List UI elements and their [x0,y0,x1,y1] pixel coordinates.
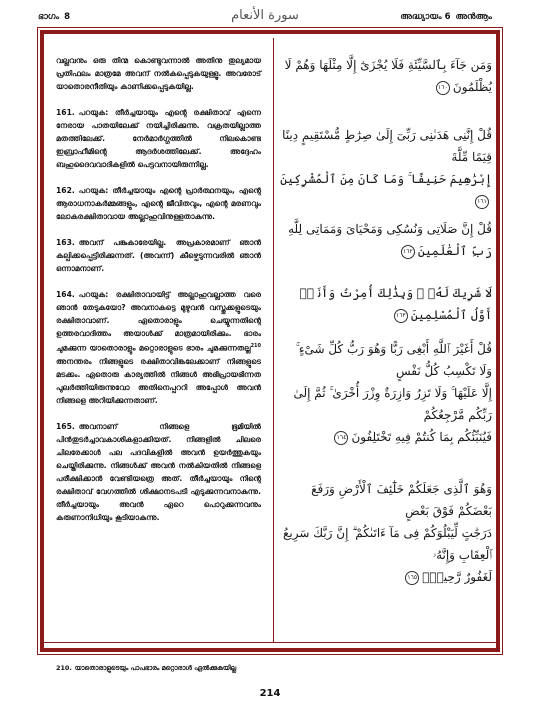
arabic-verse [280,54,492,98]
translation-paragraph [56,236,261,275]
arabic-line: إِلَّا عَلَيْهَا ۚ وَلَا تَزِرُ وَازِرَةٌ وِزْرَ أُخْرَىٰ ۚ ثُمَّ إِلَىٰ رَبِّكُم مَّرْجِعُكُمْ [293,386,492,422]
footnote-text: യാതൊരാളുടെയും പാപഭാരം മറ്റൊരാൾ ഏൽക്കുകയില്ല [74,664,237,672]
column-divider [273,38,274,642]
arabic-line: فَيُنَبِّئُكُم بِمَا كُنتُمْ فِيهِ تَخْتَلِفُونَ [351,430,492,444]
arabic-verse [280,124,492,212]
arabic-verse [280,218,492,262]
arabic-line: وَهُوَ ٱلَّذِى جَعَلَكُمْ خَلَٰٓئِفَ ٱلْأَرْضِ وَرَفَعَ بَعْضَكُمْ فَوْقَ بَعْضٍ [311,482,492,518]
part-number: 8 [64,12,70,22]
paragraph-text: വല്ലവനും ഒരു തിന്മ കൊണ്ടുവന്നാൽ അതിനു തുല്യമായ പ്രതിഫലം മാത്രമേ അവന് നൽകപ്പെടുകയുള്ളൂ. അവരോട് യാതൊരനീതിയും കാണിക്കപ്പെടുകയില്ല. [56,56,261,91]
arabic-line: رَبِّ ٱلْعَٰلَمِينَ [417,244,492,258]
arabic-line: لَا شَرِيكَ لَهُۥ ۖ وَبِذَٰلِكَ أُمِرْتُ وَأَنَا۠ أَوَّلُ ٱلْمُسْلِمِينَ [299,286,492,322]
paragraph-text: പറയുക: തീർച്ചയായും എന്റെ രക്ഷിതാവ് എന്നെ നേരായ പാതയിലേക്ക് നയിച്ചിരിക്കുന്നു. വക്രതയില്ലാത്ത മതത്തിലേക്ക്. നേർമാർഗ്ഗത്തിൽ നിലകൊണ്ട ഇബ്രാഹീമിന്റെ ആദർശത്തിലേക്ക്. അദ്ദേഹം ബഹുദൈവവാദികളിൽ പെട്ടവനായിരുന്നില്ല. [56,108,261,169]
page-number: 214 [259,688,281,699]
verse-end-marker: ١٦٤ [334,431,348,445]
arabic-verse [280,282,492,326]
verse-end-marker: ١٦٥ [405,571,419,585]
footnote [56,664,236,673]
verse-end-marker: ١٦٣ [394,309,408,323]
verse-number: 162. [56,186,75,195]
verse-number: 161. [56,108,75,117]
paragraph-text: പറയുക: തീർച്ചയായും എന്റെ പ്രാർത്ഥനയും, എന്റെ ആരാധനാകർമ്മങ്ങളും, എന്റെ ജീവിതവും, എന്റെ മരണവും ലോകരക്ഷിതാവായ അല്ലാഹുവിനുള്ളതാകുന്നു. [56,186,261,221]
verse-number: 163. [56,238,75,247]
footnote-rule [44,642,496,643]
translation-column [56,54,261,537]
part-word: ഭാഗം [38,12,60,22]
arabic-line: وَمَن جَآءَ بِٱلسَّيِّئَةِ فَلَا يُجْزَىٰٓ إِلَّا مِثْلَهَا وَهُمْ لَا يُظْلَمُونَ [284,58,492,94]
paragraph-text: പറയുക: രക്ഷിതാവായിട്ട് അല്ലാഹുവല്ലാത്ത വരെ ഞാൻ തേടുകയോ? അവനാകട്ടെ മുഴുവൻ വസ്തുക്കളുടെയും രക്ഷിതാവാണ്. ഏതൊരാളും ചെയ്യുന്നതിന്റെ ഉത്തരവാദിത്തം അയാൾക്ക് മാത്രമായിരിക്കും. ഭാരം ചുമക്കുന്ന യാതൊരാളും മറ്റൊരാളുടെ ഭാരം ചുമക്കുന്നതല്ല [56,290,261,353]
verse-number: 165. [56,421,75,431]
translation-paragraph [56,54,261,93]
arabic-verse [280,478,492,588]
translation-paragraph [56,288,261,407]
arabic-line: قُلْ أَغَيْرَ ٱللَّهِ أَبْغِى رَبًّا وَهُوَ رَبُّ كُلِّ شَىْءٍ ۚ وَلَا تَكْسِبُ كُلُّ نَفْسٍ [295,342,492,378]
verse-end-marker: ١٦٢ [401,245,415,259]
translation-paragraph [56,184,261,223]
arabic-line: لَغَفُورٌ رَّحِيمٌۢ [422,570,492,584]
paragraph-text: അവനാണ് നിങ്ങളെ ഭൂമിയിൽ പിൻതുടർച്ചാവകാശികളാക്കിയത്. നിങ്ങളിൽ ചിലരെ ചിലരേക്കാൾ പല പദവികളിൽ അവൻ ഉയർത്തുകയും ചെയ്തിരിക്കുന്നു. നിങ്ങൾക്ക് അവൻ നൽകിയതിൽ നിങ്ങളെ പരീക്ഷിക്കാൻ വേണ്ടിയത്രെ അത്. തീർച്ചയായും നിന്റെ രക്ഷിതാവ് വേഗത്തിൽ ശിക്ഷാനടപടി എടുക്കുന്നവനാകുന്നു. തീർച്ചയായും അവൻ ഏറെ പൊറുക്കുന്നവനും കരുണാനിധിയും കൂടിയാകുന്നു. [56,421,261,522]
footnote-number: 210. [56,664,72,672]
arabic-line: قُلْ إِنَّنِى هَدَىٰنِى رَبِّىٓ إِلَىٰ صِرَٰطٍ مُّسْتَقِيمٍ دِينًا قِيَمًا مِّلَّةَ [282,128,492,164]
paragraph-text-continued: അനന്തരം നിങ്ങളുടെ രക്ഷിതാവിങ്കലേക്കാണ് നിങ്ങളുടെ മടക്കം. ഏതൊരു കാര്യത്തിൽ നിങ്ങൾ അഭിപ്രായഭിന്നത പുലർത്തിയിരുന്നുവോ അതിനെപ്പററി അപ്പോൾ അവൻ നിങ്ങളെ അറിയിക്കുന്നതാണ്. [56,356,261,405]
chapter-label [395,12,492,22]
surah-calligraphy-title: سورة الأنعام [231,8,299,23]
verse-end-marker: ١٦٠ [436,81,450,95]
verse-end-marker: ١٦١ [475,195,489,209]
arabic-line: دَرَجَٰتٍ لِّيَبْلُوَكُمْ فِى مَآ ءَاتَىٰكُمْ ۗ إِنَّ رَبَّكَ سَرِيعُ ٱلْعِقَابِ وَإِنَّهُۥ [283,526,492,562]
arabic-line: إِبْرَٰهِيمَ حَنِيفًا ۚ وَمَا كَانَ مِنَ ٱلْمُشْرِكِينَ [280,172,492,186]
paragraph-text: അവന് പങ്കുകാരേയില്ല. അപ്രകാരമാണ് ഞാൻ കല്പിക്കപ്പെട്ടിരിക്കുന്നത്. (അവന്ന്) കീഴ്പെടുന്നവരിൽ ഞാൻ ഒന്നാമനാണ്. [56,238,261,273]
arabic-verse [280,338,492,448]
translation-paragraph [56,420,261,524]
arabic-line: قُلْ إِنَّ صَلَاتِى وَنُسُكِى وَمَحْيَاىَ وَمَمَاتِى لِلَّهِ [288,222,492,236]
footnote-reference: 210 [250,343,261,349]
part-label [38,12,75,22]
translation-paragraph [56,106,261,171]
page-frame [40,30,500,652]
verse-number: 164. [56,290,75,299]
chapter-number: അദ്ധ്യായം 6 [400,12,451,22]
chapter-name: അൻആം [455,12,492,22]
